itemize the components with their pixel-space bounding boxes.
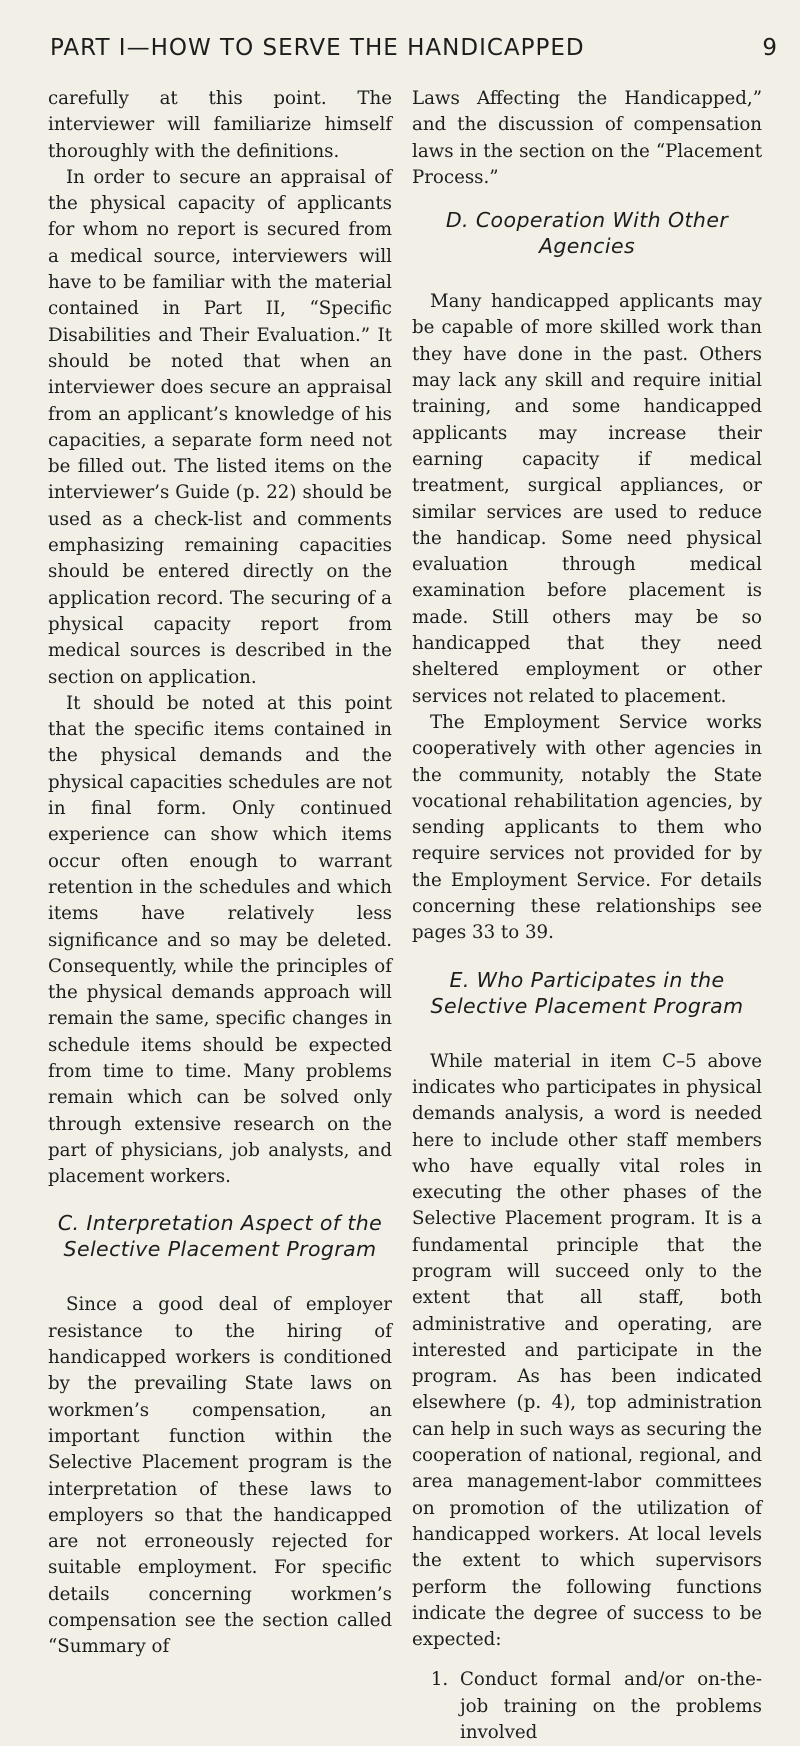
running-header bbox=[30, 28, 778, 68]
left-column bbox=[48, 86, 392, 1661]
left-paragraph-2: In order to secure an appraisal of the physical capacity of applicants for whom no report is secured from a medical source, interviewers will have to be familiar with the material contained in Part II, “Specific Disabilities and Their Evaluation.” It should be noted that when an interviewer does secure an appraisal from an applicant’s knowledge of his capacities, a separate form need not be filled out. The listed items on the interviewer’s Guide (p. 22) should be used as a check-list and comments emphasizing remaining capacities should be entered directly on the application record. The securing of a physical capacity report from medical sources is described in the section on application. bbox=[48, 166, 392, 688]
section-heading-d: D. Cooperation With Other Agencies bbox=[445, 208, 729, 259]
list-item: 1. Conduct formal and/or on-the-job training on the problems involved bbox=[454, 1667, 762, 1746]
page-number: 9 bbox=[762, 35, 778, 61]
section-heading-c: C. Interpretation Aspect of the Selective Placement Program bbox=[57, 1211, 383, 1262]
right-column bbox=[412, 86, 762, 1746]
right-paragraph-1: Laws Affecting the Handicapped,” and the discussion of compensation laws in the section on the “Placement Process.” bbox=[412, 88, 762, 188]
header-title: PART I—HOW TO SERVE THE HANDICAPPED bbox=[50, 35, 585, 61]
section-heading-e: E. Who Participates in the Selective Placement Program bbox=[430, 967, 744, 1018]
right-paragraph-4: While material in item C–5 above indicates who participates in physical demands analysis, a word is needed here to include other staff members who have equally vital roles in executing the other phases of the Selective Placement program. It is a fundamental principle that the program will succeed only to the extent that all staff, both administrative and operating, are interested and participate in the program. As has been indicated elsewhere (p. 4), top administration can help in such ways as securing the cooperation of national, regional, and area management-labor committees on promotion of the utilization of handicapped workers. At local levels the extent to which supervisors perform the following functions indicate the degree of success to be expected: bbox=[412, 1050, 762, 1651]
left-paragraph-1: carefully at this point. The interviewer will familiarize himself thoroughly with the definitions. bbox=[48, 88, 392, 162]
right-paragraph-2: Many handicapped applicants may be capable of more skilled work than they have done in the past. Others may lack any skill and require initial training, and some handicapped applicants may increase their earning capacity if medical treatment, surgical appliances, or similar services are used to reduce the handicap. Some need physical evaluation through medical examination before placement is made. Still others may be so handicapped that they need sheltered employment or other services not related to placement. bbox=[412, 291, 762, 707]
right-paragraph-3: The Employment Service works cooperatively with other agencies in the community, notably the State vocational rehabilitation agencies, by sending applicants to them who require services not provided for by the Employment Service. For details concerning these relationships see pages 33 to 39. bbox=[412, 711, 762, 944]
supervisor-functions-list bbox=[412, 1667, 762, 1746]
left-paragraph-3: It should be noted at this point that the specific items contained in the physical demands and the physical capacities schedules are not in final form. Only continued experience can show which items occur often enough to warrant retention in the schedules and which items have relatively less significance and so may be deleted. Consequently, while the principles of the physical demands approach will remain the same, specific changes in schedule items should be expected from time to time. Many problems remain which can be solved only through extensive research on the part of physicians, job analysts, and placement workers. bbox=[48, 692, 392, 1188]
left-paragraph-4: Since a good deal of employer resistance to the hiring of handicapped workers is conditioned by the prevailing State laws on workmen’s compensation, an important function within the Selective Placement program is the interpretation of these laws to employers so that the handicapped are not erroneously rejected for suitable employment. For specific details concerning workmen’s compensation see the section called “Summary of bbox=[48, 1294, 392, 1658]
